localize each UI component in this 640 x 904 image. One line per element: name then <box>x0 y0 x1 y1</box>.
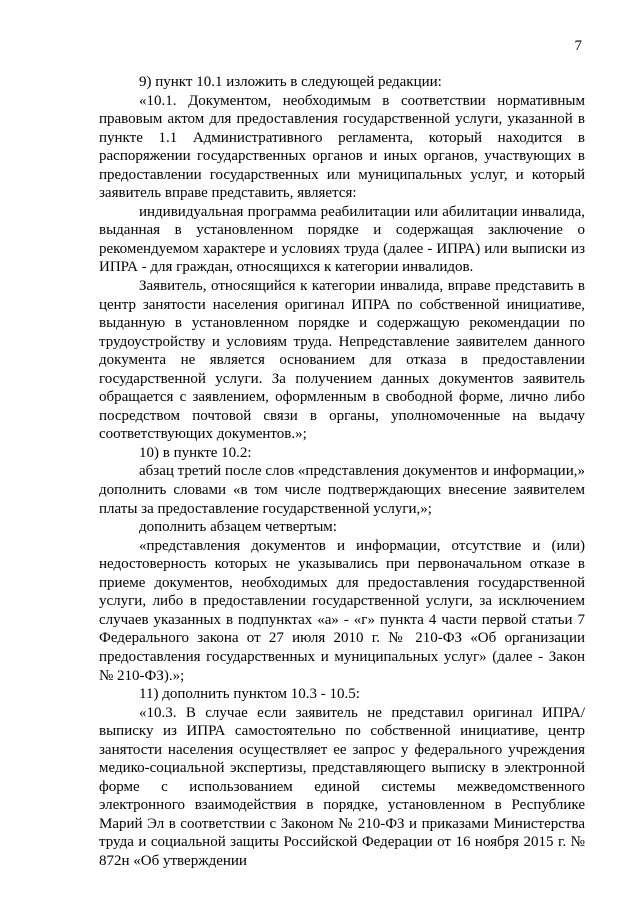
paragraph-item-10-heading: 10) в пункте 10.2: <box>139 444 252 461</box>
paragraph-item-9-heading: 9) пункт 10.1 изложить в следующей редакции: <box>139 74 442 90</box>
document-body <box>99 73 585 871</box>
paragraph-10-3-text: «10.3. В случае если заявитель не представил оригинал ИПРА/ выписку из ИПРА самостоятельно по собственной инициативе, центр занятости населения осуществляет ее запрос у федерального учреждения медико-социальной экспертизы, представляющего выписку в электронной форме с использованием единой системы межведомственного электронного взаимодействия в порядке, установленном в Республике Марий Эл в соответствии с Законом № 210-ФЗ и приказами Министерства труда и социальной защиты Российской Федерации от 16 ноября 2015 г. № 872н «Об утверждении <box>99 704 585 869</box>
paragraph-ipra-definition: индивидуальная программа реабилитации или абилитации инвалида, выданная в установленном порядке и содержащая заключение о рекомендуемом характере и условиях труда (далее - ИПРА) или выписки из ИПРА - для граждан, относящихся к категории инвалидов. <box>99 203 585 276</box>
paragraph-applicant-rights: Заявитель, относящийся к категории инвалида, вправе представить в центр занятости населения оригинал ИПРА по собственной инициативе, выданную в установленном порядке и содержащую рекомендации по трудоустройству и условиям труда. Непредставление заявителем данного документа не является основанием для отказа в предоставлении государственной услуги. За получением данных документов заявитель обращается с заявлением, оформленным в свободной форме, лично либо посредством почтовой связи в органы, уполномоченные на выдачу соответствующих документов.»; <box>99 278 585 443</box>
paragraph-third-abzac: абзац третий после слов «представления документов и информации,» дополнить словами «в том числе подтверждающих внесение заявителем платы за предоставление государственной услуги,»; <box>99 463 585 517</box>
paragraph-fourth-abzac-text: «представления документов и информации, отсутствие и (или) недостоверность которых не указывались при первоначальном отказе в приеме документов, необходимых для предоставления государственной услуги, либо в предоставлении государственной услуги, за исключением случаев указанных в подпунктах «а» - «г» пункта 4 части первой статьи 7 Федерального закона от 27 июля 2010 г. № 210-ФЗ «Об организации предоставления государственных и муниципальных услуг» (далее - Закон № 210-ФЗ).»; <box>99 537 585 684</box>
paragraph-10-1-text: «10.1. Документом, необходимым в соответствии нормативным правовым актом для предоставления государственной услуги, указанной в пункте 1.1 Административного регламента, который находится в распоряжении государственных органов и иных органов, участвующих в предоставлении государственных или муниципальных услуг, и который заявитель вправе представить, является: <box>99 92 585 202</box>
paragraph-item-11-heading: 11) дополнить пунктом 10.3 - 10.5: <box>139 686 360 703</box>
paragraph-fourth-abzac-intro: дополнить абзацем четвертым: <box>139 519 337 536</box>
page-number: 7 <box>574 38 582 54</box>
